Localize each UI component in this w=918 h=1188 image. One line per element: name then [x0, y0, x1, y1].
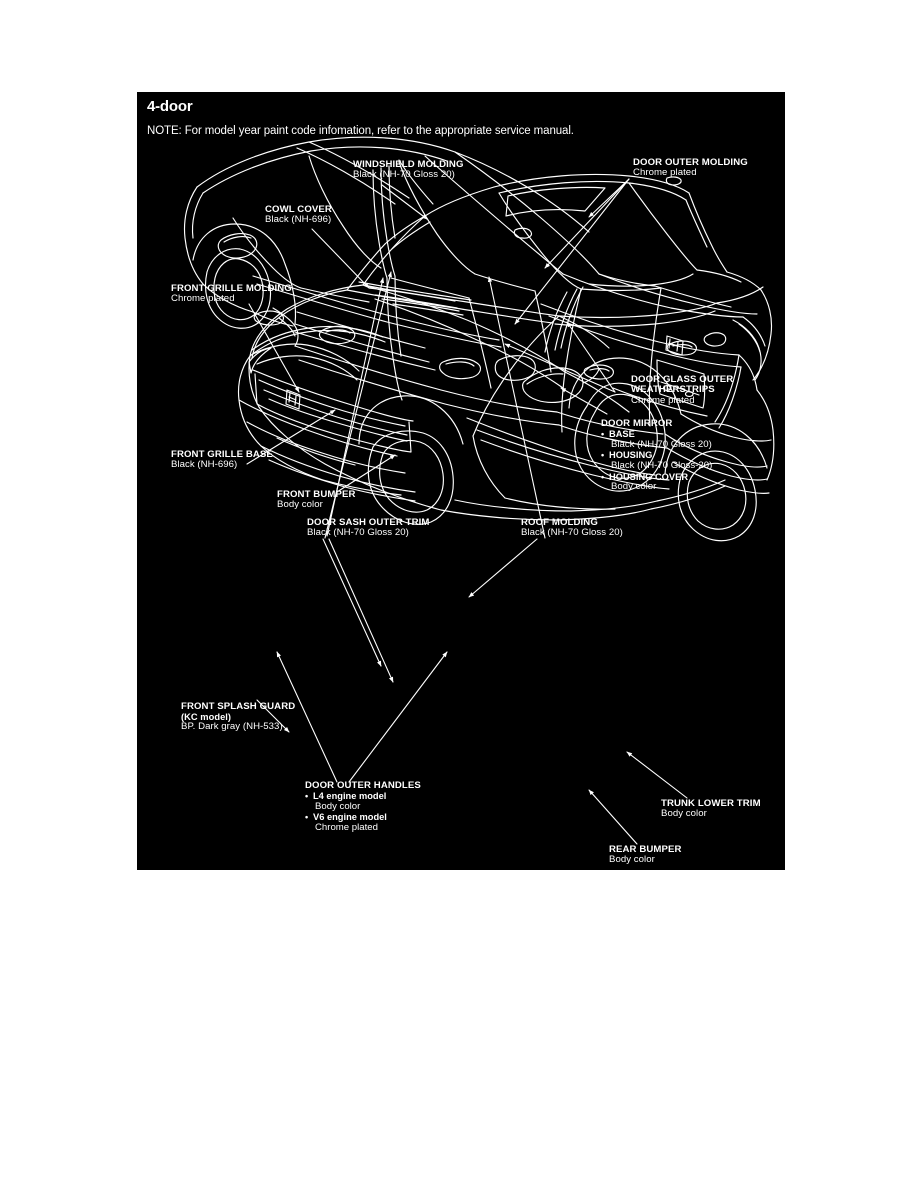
- page-title: 4-door: [147, 98, 193, 115]
- callout-trunk-lower-trim: [661, 799, 761, 820]
- callout-title: COWL COVER: [265, 204, 332, 215]
- callout-sub: Chrome plated: [633, 167, 697, 179]
- list-item: [601, 429, 712, 450]
- callout-sub: Chrome plated: [171, 293, 235, 305]
- list-item: [601, 450, 712, 471]
- callout-title: TRUNK LOWER TRIM: [661, 798, 761, 809]
- callout-title: DOOR SASH OUTER TRIM: [307, 517, 430, 528]
- callout-title: FRONT GRILLE BASE: [171, 449, 273, 460]
- callout-front-grille-base: [171, 450, 273, 471]
- callout-title-line2: WEATHERSTRIPS: [631, 384, 715, 396]
- callout-rear-bumper: [609, 845, 682, 866]
- item-value: Body color: [315, 801, 361, 813]
- callout-title: FRONT BUMPER: [277, 489, 356, 500]
- callout-door-outer-molding: [633, 158, 748, 179]
- callout-front-splash-guard: [181, 702, 295, 733]
- callout-front-bumper: [277, 490, 355, 511]
- callout-sub: Chrome plated: [631, 394, 695, 406]
- callout-sub: Black (NH-696): [265, 214, 332, 226]
- item-label: • HOUSING: [601, 450, 712, 461]
- callout-door-sash-outer-trim: [307, 518, 429, 539]
- callout-title: DOOR OUTER MOLDING: [633, 157, 748, 168]
- callout-cowl-cover: [265, 205, 332, 226]
- item-label: • V6 engine model: [305, 812, 421, 823]
- callout-roof-molding: [521, 518, 623, 539]
- callout-sub: BP. Dark gray (NH-533): [181, 721, 283, 733]
- callout-sub: Black (NH-70 Gloss 20): [307, 527, 409, 539]
- callout-sub: Body color: [277, 499, 323, 511]
- door-mirror-item-list: [601, 429, 712, 492]
- callout-title: DOOR GLASS OUTER: [631, 374, 734, 385]
- callout-title: ROOF MOLDING: [521, 517, 598, 528]
- item-label: • BASE: [601, 429, 712, 440]
- callout-door-outer-handles: [305, 781, 421, 834]
- illustration-panel: [137, 92, 785, 870]
- callout-sub: Body color: [609, 854, 655, 866]
- list-item: [305, 812, 421, 833]
- callout-door-mirror: [601, 419, 712, 493]
- callout-title: DOOR OUTER HANDLES: [305, 780, 421, 791]
- item-value: Black (NH-70 Gloss-20): [611, 460, 713, 472]
- note-text: NOTE: For model year paint code infomation, refer to the appropriate service manual.: [147, 125, 574, 137]
- item-value: Black (NH-70 Gloss 20): [611, 439, 712, 451]
- leader-windshield-molding: [382, 185, 427, 219]
- callout-front-grille-molding: [171, 284, 292, 305]
- callout-sub: Black (NH-70 Gloss 20): [521, 527, 623, 539]
- callout-title: WINDSHIELD MOLDING: [353, 159, 464, 170]
- list-item: [305, 791, 421, 812]
- callout-sub: Black (NH-70 Gloss 20): [353, 169, 455, 181]
- door-handles-item-list: [305, 791, 421, 833]
- callout-sub: Black (NH-696): [171, 459, 238, 471]
- callout-sub-bold: (KC model): [181, 712, 232, 723]
- item-label: • HOUSING COVER: [601, 472, 712, 483]
- item-value: Chrome plated: [315, 822, 378, 834]
- callout-door-glass-outer-weatherstrips: [631, 375, 733, 406]
- callout-title: DOOR MIRROR: [601, 418, 673, 429]
- item-label: • L4 engine model: [305, 791, 421, 802]
- item-value: Body color: [611, 481, 657, 493]
- callout-sub: Body color: [661, 808, 707, 820]
- callout-windshield-molding: [353, 160, 464, 181]
- callout-title: FRONT GRILLE MOLDING: [171, 283, 292, 294]
- callout-title: REAR BUMPER: [609, 844, 682, 855]
- list-item: [601, 472, 712, 493]
- callout-title: FRONT SPLASH GUARD: [181, 701, 296, 712]
